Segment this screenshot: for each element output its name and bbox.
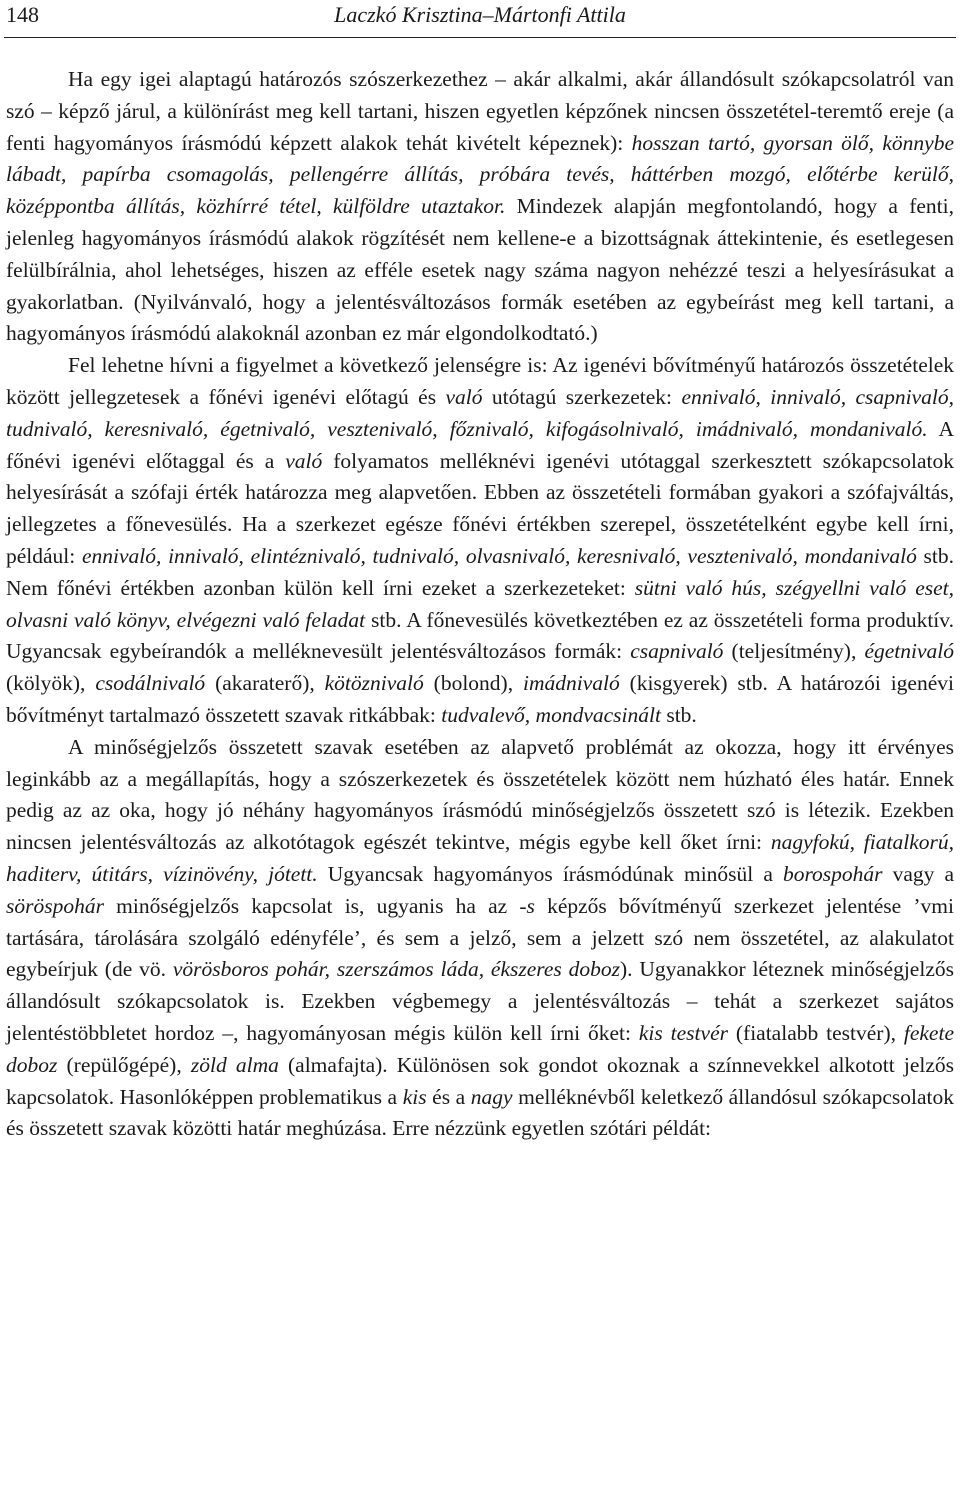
text-run: (kölyök), [6,671,96,696]
text-run: (almafajta). Különösen sok gondot okoznak a színnevekkel alkotott jelzős kapcsolatok. Hasonlóképpen problematikus a [6,1052,954,1109]
text-run: (kisgyerek) stb. A határozói igenévi bővítményt tartalmazó összetett szavak ritkábbak: [6,671,954,727]
text-run: (fiatalabb testvér), [727,1020,904,1045]
text-run: melléknévből keletkező állandósul szókapcsolatok és összetett szavak közötti határ meghúzása. Erre nézzünk egyetlen szótári példát: [6,1084,954,1141]
text-run: A minőségjelzős összetett szavak esetében az alapvető problémát az okozza, hogy itt érvényes leginkább az a megállapítás, hogy a szószerkezetek és összetételek között nem húzható éles határ. Ennek pedig az az oka, hogy jó néhány hagyományos írásmódú minőségjelzős összetett szó is létezik. Ezekben nincsen jelentésváltozás az alkotótagok egészét tekintve, mégis egybe kell őket írni: [6,734,954,855]
italic-run: ennivaló, innivaló, csapnivaló, tudnivaló, keresnivaló, égetnivaló, vesztenivaló, főznivaló, kifogásolnivaló, imádnivaló, mondanivaló. [6,384,954,441]
body-text [6,64,954,1145]
italic-run: borospohár [782,861,883,886]
running-head: Laczkó Krisztina–Mártonfi Attila [334,2,626,27]
page-header [0,0,960,38]
text-run: képzős bővítményű szerkezet jelentése ’vmi tartására, tárolására szolgáló edényféle’, és sem a jelző, sem a jelzett szó nem összetétel, az alakulatot egybeírjuk (de vö. [6,893,954,982]
page-number: 148 [6,2,39,27]
text-run: A főnévi igenévi előtaggal és a [6,416,954,473]
text-run: (teljesítmény), [723,639,865,664]
text-run: utótagú szerkezetek: [482,384,682,409]
paragraph-3 [6,732,954,1145]
text-run: stb. A főnevesülés következtében ez az összetételi forma produktív. Ugyancsak egybeírandók a melléknevesült jelentésváltozásos formák: [6,607,954,664]
text-run: (akaraterő), [205,671,325,696]
text-run: stb. Nem főnévi értékben azonban külön kell írni ezeket a szerkezeteket: [6,543,955,600]
text-run: Ha egy igei alaptagú határozós szószerkezethez – akár alkalmi, akár állandósult szókapcsolatról van szó – képző járul, a különírást meg kell tartani, hiszen egyetlen képzőnek nincsen összetétel-teremtő ereje (a fenti hagyományos írásmódú képzett alakok tehát kivételt képeznek): [6,67,954,155]
italic-run: sütni való hús, szégyellni való eset, olvasni való könyv, elvégezni való feladat [6,575,954,632]
text-run: Ugyancsak hagyományos írásmódúnak minősül a [317,861,783,886]
text-run: Mindezek alapján megfontolandó, hogy a fenti, jelenleg hagyományos írásmódú alakok rögzítését nem kellene-e a bizottságnak áttekintenie, és esetlegesen felülbírálnia, ahol lehetséges, hiszen az efféle esetek nagy száma nagyon nehézzé teszi a helyesírásukat a gyakorlatban. (Nyilvánvaló, hogy a jelentésváltozásos formák esetében az egybeírást meg kell tartani, a hagyományos írásmódú alakoknál azonban ez már elgondolkodtató.) [6,194,954,346]
italic-run: zöld alma [190,1052,279,1077]
italic-run: kis testvér [638,1020,728,1045]
italic-run: hosszan tartó, gyorsan ölő, könnybe lábadt, papírba csomagolás, pellengérre állítás, próbára tevés, háttérben mozgó, előtérbe kerülő, középpontba állítás, közhírré tétel, külföldre utaztakor. [6,130,954,219]
italic-run: ennivaló, innivaló, elintéznivaló, tudnivaló, olvasnivaló, keresnivaló, vesztenivalό, mondanivaló [81,543,917,568]
text-run: minőségjelzős kapcsolat is, ugyanis ha az [103,893,520,918]
italic-run: imádnivaló [522,671,620,696]
italic-run: égetnivaló [864,639,955,664]
italic-run: való [285,448,323,473]
header-rule [4,37,956,38]
paragraph-2 [6,350,954,732]
text-run: és a [426,1084,471,1109]
italic-run: nagy [470,1084,513,1109]
italic-run: tudvalevő, mondvacsinált [441,702,661,727]
italic-run: vörösboros pohár, szerszámos láda, ékszeres doboz [172,957,620,982]
text-run: folyamatos melléknévi igenévi utótaggal szerkesztett szókapcsolatok helyesírását a szófaji érték határozza meg alapvetően. Ebben az összetételi formában gyakori a szófajváltás, jellegzetes a főnevesülés. Ha a szerkezet egésze főnévi értékben szerepel, összetételként egybe kell írni, például: [6,448,954,568]
italic-run: söröspohár [6,893,104,918]
text-run: vagy a [882,861,954,886]
italic-run: csapnivaló [630,639,724,664]
italic-run: való [445,384,483,409]
italic-run: fekete doboz [6,1020,954,1077]
italic-run: kis [402,1084,427,1109]
text-run: stb. [660,702,697,727]
italic-run: -s [519,893,535,918]
text-run: Fel lehetne hívni a figyelmet a következő jelenségre is: Az igenévi bővítményű határozós összetételek között jellegzetesek a főnévi igenévi előtagú és [6,353,954,409]
italic-run: csodálnivaló [95,671,206,696]
text-run: (repülőgépé), [57,1052,191,1077]
italic-run: nagyfokú, fiatalkorú, haditerv, útitárs, vízinövény, jótett. [6,830,954,886]
text-run: ). Ugyanakkor léteznek minőségjelzős állandósult szókapcsolatok is. Ezekben végbemegy a jelentésváltozás – tehát a szerkezet sajátos jelentéstöbbletet hordoz –, hagyományosan mégis külön kell írni őket: [6,957,954,1045]
italic-run: kötöznivaló [324,671,424,696]
paragraph-1 [6,64,954,350]
text-run: (bolond), [423,671,523,696]
